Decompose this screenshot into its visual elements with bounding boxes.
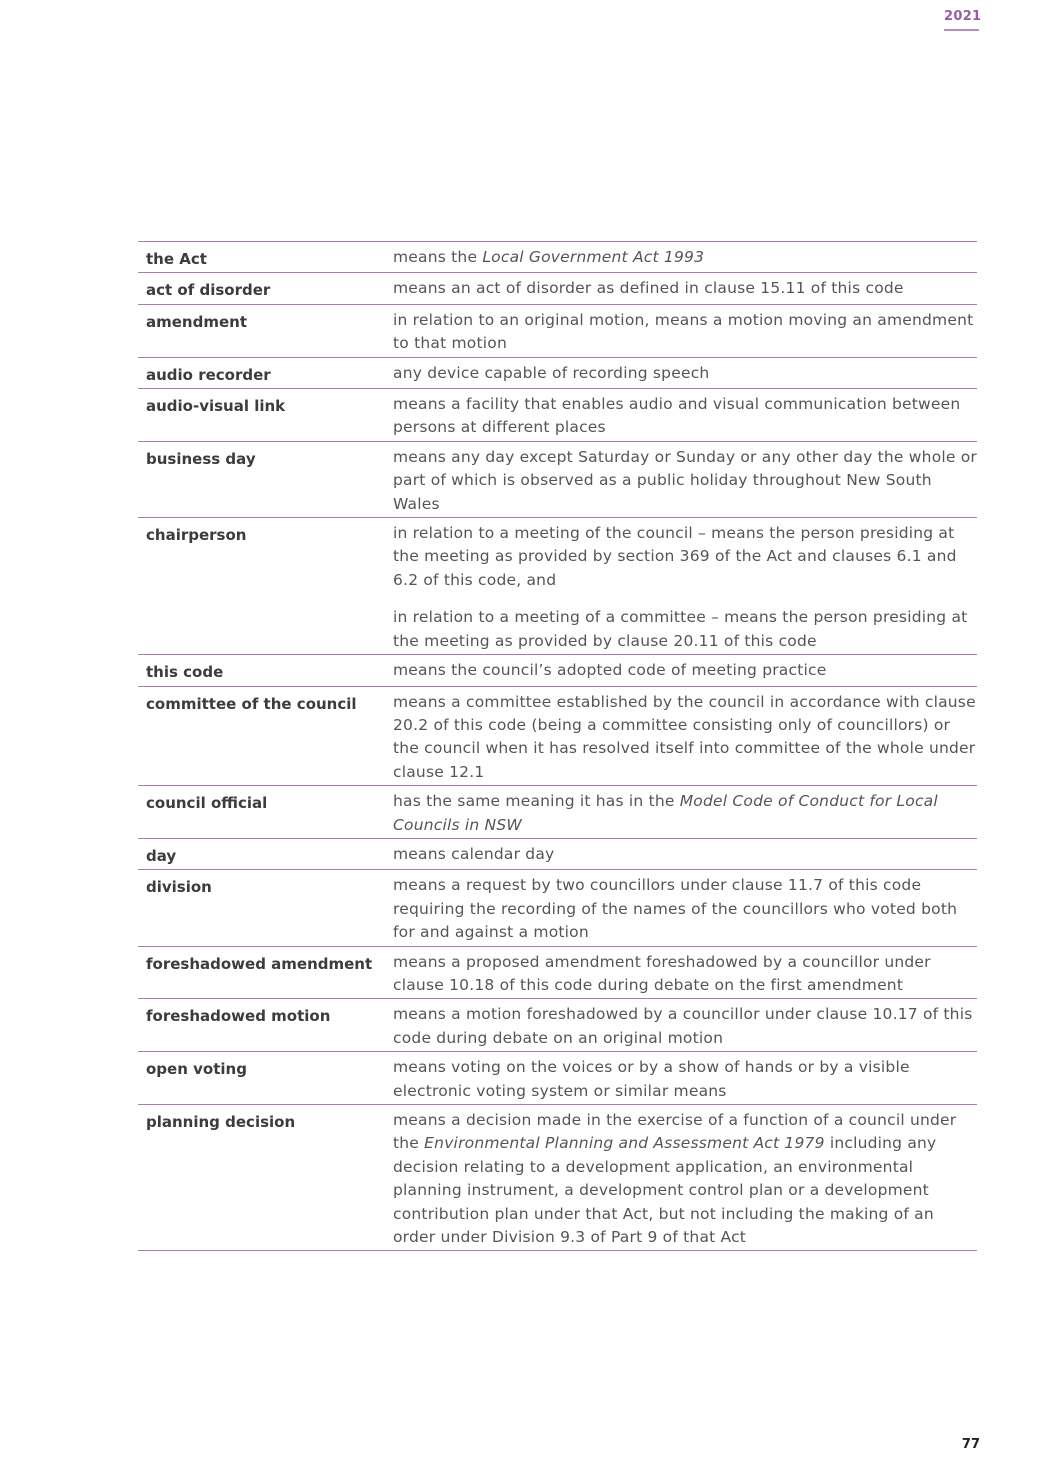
definition: means an act of disorder as defined in clause 15.11 of this code xyxy=(393,273,977,304)
term: committee of the council xyxy=(138,686,393,786)
definition-row xyxy=(138,870,977,946)
term: business day xyxy=(138,441,393,517)
definition-row xyxy=(138,242,977,273)
year-label: 2021 xyxy=(944,9,979,31)
definition-row xyxy=(138,838,977,869)
definition: means a motion foreshadowed by a councillor under clause 10.17 of this code during debate on an original motion xyxy=(393,999,977,1052)
definition-row xyxy=(138,999,977,1052)
definition: means a request by two councillors under clause 11.7 of this code requiring the recording of the names of the councillors who voted both for and against a motion xyxy=(393,870,977,946)
definition-row xyxy=(138,389,977,442)
definition-row xyxy=(138,655,977,686)
term: council official xyxy=(138,786,393,839)
definition-paragraph: in relation to a meeting of a committee – means the person presiding at the meeting as provided by clause 20.11 of this code xyxy=(393,608,968,650)
definition: in relation to an original motion, means a motion moving an amendment to that motion xyxy=(393,304,977,357)
definition-row xyxy=(138,1105,977,1251)
definition-row xyxy=(138,441,977,517)
term: foreshadowed amendment xyxy=(138,946,393,999)
definition: has the same meaning it has in the Model Code of Conduct for Local Councils in NSW xyxy=(393,786,977,839)
page-number: 77 xyxy=(961,1437,980,1452)
term: planning decision xyxy=(138,1105,393,1251)
term: audio-visual link xyxy=(138,389,393,442)
term: act of disorder xyxy=(138,273,393,304)
definition: means the council’s adopted code of meeting practice xyxy=(393,655,977,686)
definition: means any day except Saturday or Sunday or any other day the whole or part of which is observed as a public holiday throughout New South Wales xyxy=(393,441,977,517)
definition-row xyxy=(138,357,977,388)
term: open voting xyxy=(138,1052,393,1105)
definition-row xyxy=(138,686,977,786)
term: amendment xyxy=(138,304,393,357)
definition xyxy=(393,518,977,655)
term: chairperson xyxy=(138,518,393,655)
definition: means a proposed amendment foreshadowed by a councillor under clause 10.18 of this code during debate on the first amendment xyxy=(393,946,977,999)
term: audio recorder xyxy=(138,357,393,388)
definition-row xyxy=(138,946,977,999)
definition-row xyxy=(138,273,977,304)
definition: means a facility that enables audio and visual communication between persons at different places xyxy=(393,389,977,442)
definition-row xyxy=(138,304,977,357)
definition: means a committee established by the council in accordance with clause 20.2 of this code (being a committee consisting only of councillors) or the council when it has resolved itself into committee of the whole under clause 12.1 xyxy=(393,686,977,786)
definition-row xyxy=(138,1052,977,1105)
term: the Act xyxy=(138,242,393,273)
definition: means voting on the voices or by a show of hands or by a visible electronic voting system or similar means xyxy=(393,1052,977,1105)
definition: any device capable of recording speech xyxy=(393,357,977,388)
term: division xyxy=(138,870,393,946)
definition: means a decision made in the exercise of a function of a council under the Environmental Planning and Assessment Act 1979 including any decision relating to a development application, an environmental planning instrument, a development control plan or a development contribution plan under that Act, but not including the making of an order under Division 9.3 of Part 9 of that Act xyxy=(393,1105,977,1251)
definition-row xyxy=(138,786,977,839)
term: day xyxy=(138,838,393,869)
definition: means the Local Government Act 1993 xyxy=(393,242,977,273)
definition-paragraph: in relation to a meeting of the council – means the person presiding at the meeting as provided by section 369 of the Act and clauses 6.1 and 6.2 of this code, and xyxy=(393,524,957,589)
definition: means calendar day xyxy=(393,838,977,869)
term: this code xyxy=(138,655,393,686)
term: foreshadowed motion xyxy=(138,999,393,1052)
definitions-table xyxy=(138,241,977,1251)
definition-row xyxy=(138,518,977,655)
